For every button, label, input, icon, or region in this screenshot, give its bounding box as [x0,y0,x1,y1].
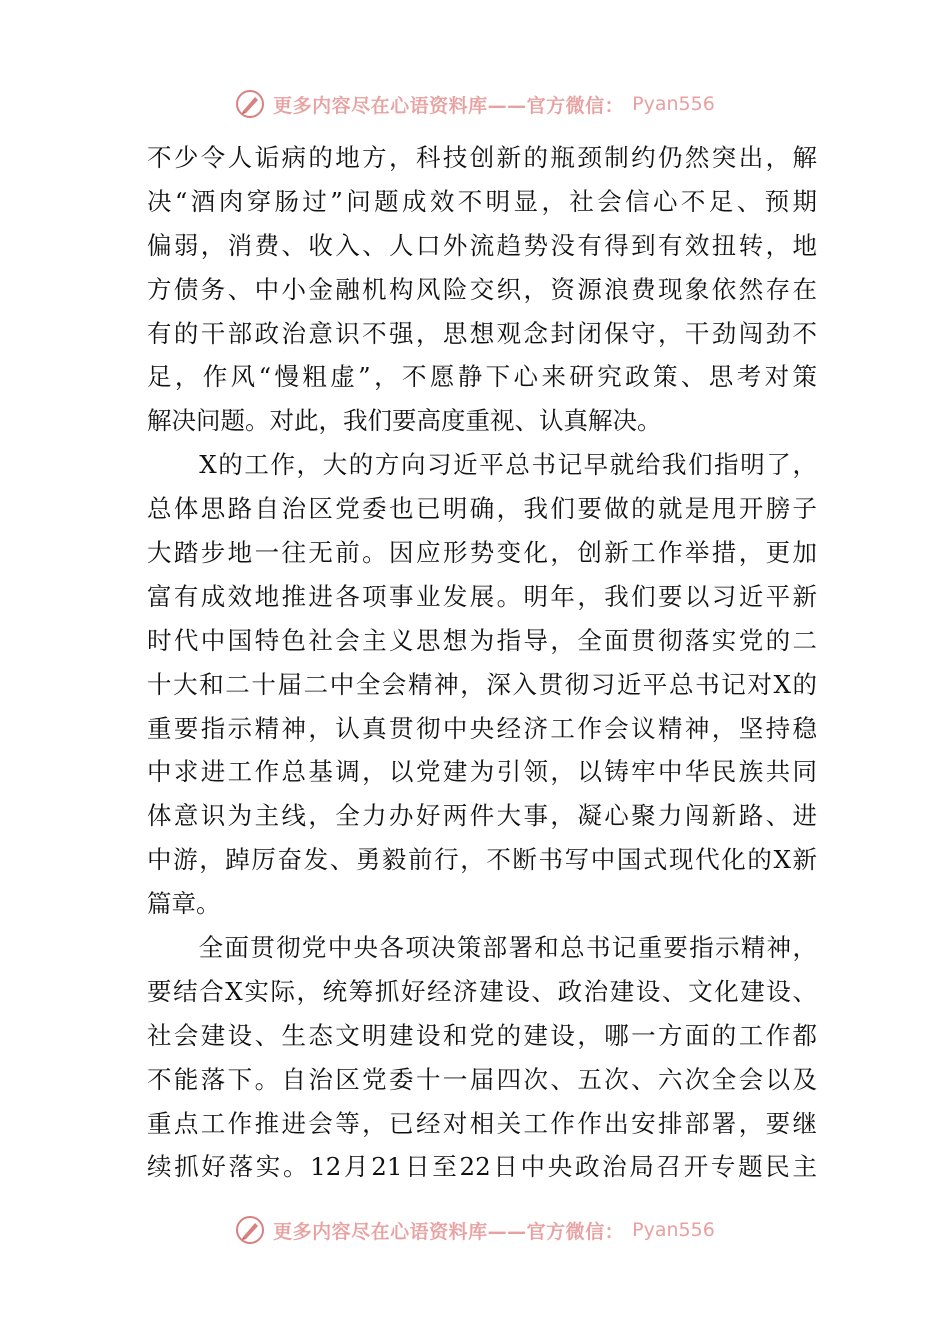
text-line: 大踏步地一往无前。因应形势变化，创新工作举措，更加 [147,538,817,568]
text-line: 不能落下。自治区党委十一届四次、五次、六次全会以及 [147,1064,817,1094]
text-line: 中游，踔厉奋发、勇毅前行，不断书写中国式现代化的X新 [147,845,817,875]
text-line: 时代中国特色社会主义思想为指导，全面贯彻落实党的二 [147,625,817,655]
text-line: 篇章。 [147,889,221,919]
text-line: 偏弱，消费、收入、人口外流趋势没有得到有效扭转，地 [147,230,817,260]
header-watermark [0,84,950,124]
text-line: 重点工作推进会等，已经对相关工作作出安排部署，要继 [147,1108,817,1138]
pen-logo-icon [235,89,265,119]
text-line: 十大和二十届二中全会精神，深入贯彻习近平总书记对X的 [147,669,817,699]
text-line: 富有成效地推进各项事业发展。明年，我们要以习近平新 [147,581,817,611]
text-line: 总体思路自治区党委也已明确，我们要做的就是甩开膀子 [147,494,817,524]
text-line: 不少令人诟病的地方，科技创新的瓶颈制约仍然突出，解 [147,143,817,172]
watermark-contact: Pyan556 [632,93,715,115]
watermark-text: 更多内容尽在心语资料库——官方微信： [273,94,625,117]
document-body [147,136,817,1189]
pen-logo-icon [235,1215,265,1245]
footer-watermark [0,1210,950,1250]
text-line: 有的干部政治意识不强，思想观念封闭保守，干劲闯劲不 [147,318,817,348]
text-line: X的工作，大的方向习近平总书记早就给我们指明了， [147,450,817,480]
text-line: 体意识为主线，全力办好两件大事，凝心聚力闯新路、进 [147,801,817,831]
text-line: 续抓好落实。12月21日至22日中央政治局召开专题民主 [147,1152,817,1182]
text-line: 方债务、中小金融机构风险交织，资源浪费现象依然存在 [147,274,817,304]
watermark-text: 更多内容尽在心语资料库——官方微信： [273,1220,625,1243]
watermark-contact: Pyan556 [632,1219,715,1241]
text-line: 中求进工作总基调，以党建为引领，以铸牢中华民族共同 [147,757,817,787]
text-line: 决“酒肉穿肠过”问题成效不明显，社会信心不足、预期 [147,186,817,216]
text-line: 重要指示精神，认真贯彻中央经济工作会议精神，坚持稳 [147,713,817,743]
text-line: 足，作风“慢粗虚”，不愿静下心来研究政策、思考对策 [147,362,817,392]
text-line: 解决问题。对此，我们要高度重视、认真解决。 [147,406,662,436]
text-line: 要结合X实际，统筹抓好经济建设、政治建设、文化建设、 [147,976,817,1006]
text-line: 社会建设、生态文明建设和党的建设，哪一方面的工作都 [147,1020,817,1050]
text-line: 全面贯彻党中央各项决策部署和总书记重要指示精神， [147,933,817,963]
